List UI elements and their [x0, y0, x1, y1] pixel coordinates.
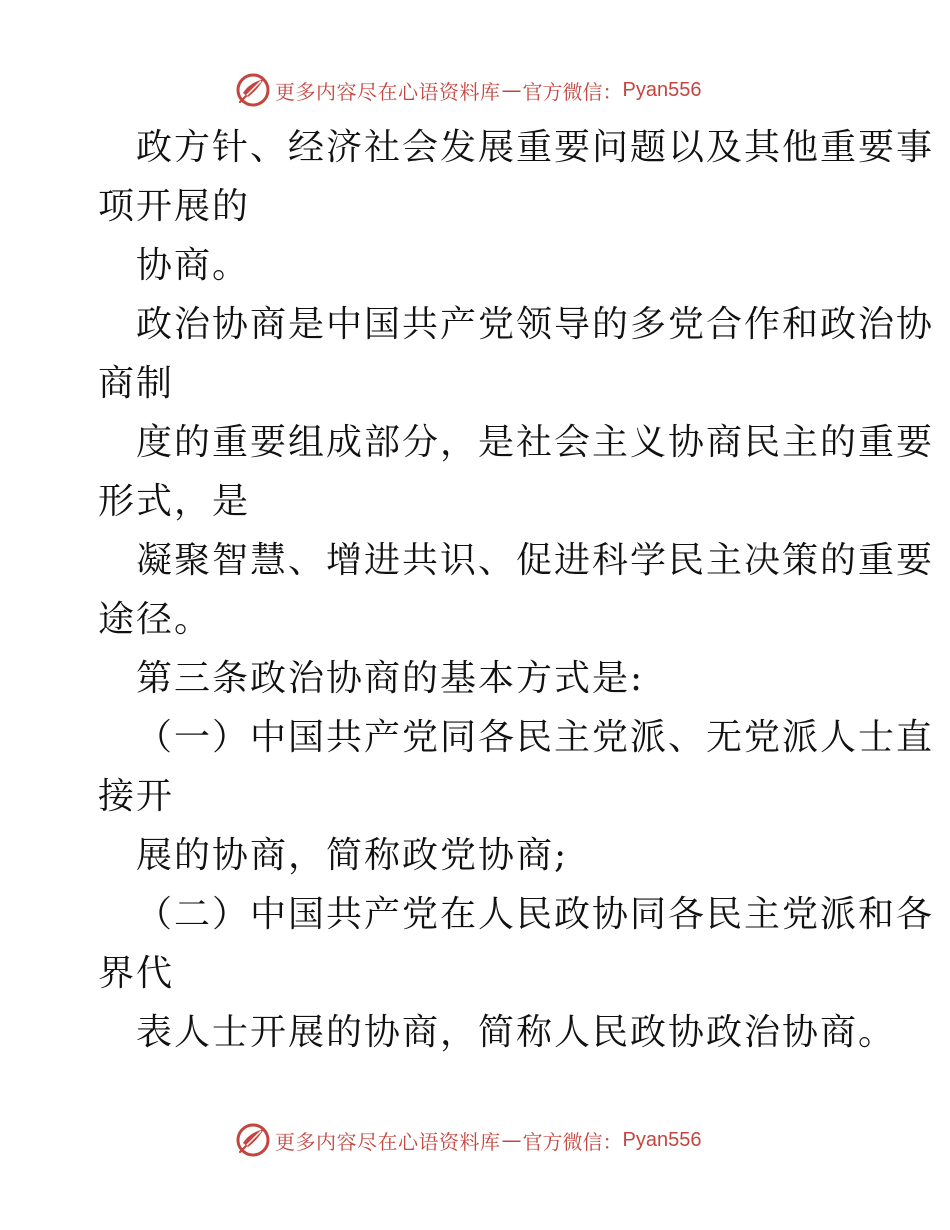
header-banner: [234, 70, 701, 110]
header-brand-text: 更多内容尽在心语资料库: [275, 79, 501, 104]
text-line: 接开: [98, 776, 175, 817]
text-line: 界代: [98, 953, 175, 994]
text-line: （一）中国共产党同各民主党派、无党派人士直: [136, 717, 935, 758]
footer-wechat-id: Pyan556: [622, 1128, 702, 1151]
text-line: 凝聚智慧、增进共识、促进科学民主决策的重要: [136, 540, 935, 581]
header-wechat-label: 官方微信：: [522, 79, 623, 104]
header-separator: —: [501, 78, 522, 102]
text-line: 展的协商，简称政党协商;: [136, 835, 569, 876]
document-body: [98, 118, 935, 1062]
text-line: （二）中国共产党在人民政协同各民主党派和各: [136, 894, 935, 935]
footer-separator: —: [501, 1128, 522, 1152]
text-line: 表人士开展的协商，简称人民政协政治协商。: [136, 1012, 897, 1053]
text-line: 协商。: [136, 245, 251, 286]
text-line: 商制: [98, 363, 175, 404]
text-line: 度的重要组成部分，是社会主义协商民主的重要: [136, 422, 935, 463]
footer-brand-text: 更多内容尽在心语资料库: [275, 1129, 501, 1154]
quill-pen-logo-icon: [234, 71, 272, 109]
text-line: 途径。: [98, 599, 213, 640]
text-line: 第三条政治协商的基本方式是:: [136, 658, 645, 699]
text-line: 政方针、经济社会发展重要问题以及其他重要事: [136, 127, 935, 168]
text-line: 政治协商是中国共产党领导的多党合作和政治协: [136, 304, 935, 345]
footer-wechat-label: 官方微信：: [522, 1129, 623, 1154]
quill-pen-logo-icon: [234, 1121, 272, 1159]
text-line: 项开展的: [98, 186, 251, 227]
header-wechat-id: Pyan556: [622, 78, 702, 101]
text-line: 形式，是: [98, 481, 251, 522]
footer-banner: [234, 1120, 701, 1160]
